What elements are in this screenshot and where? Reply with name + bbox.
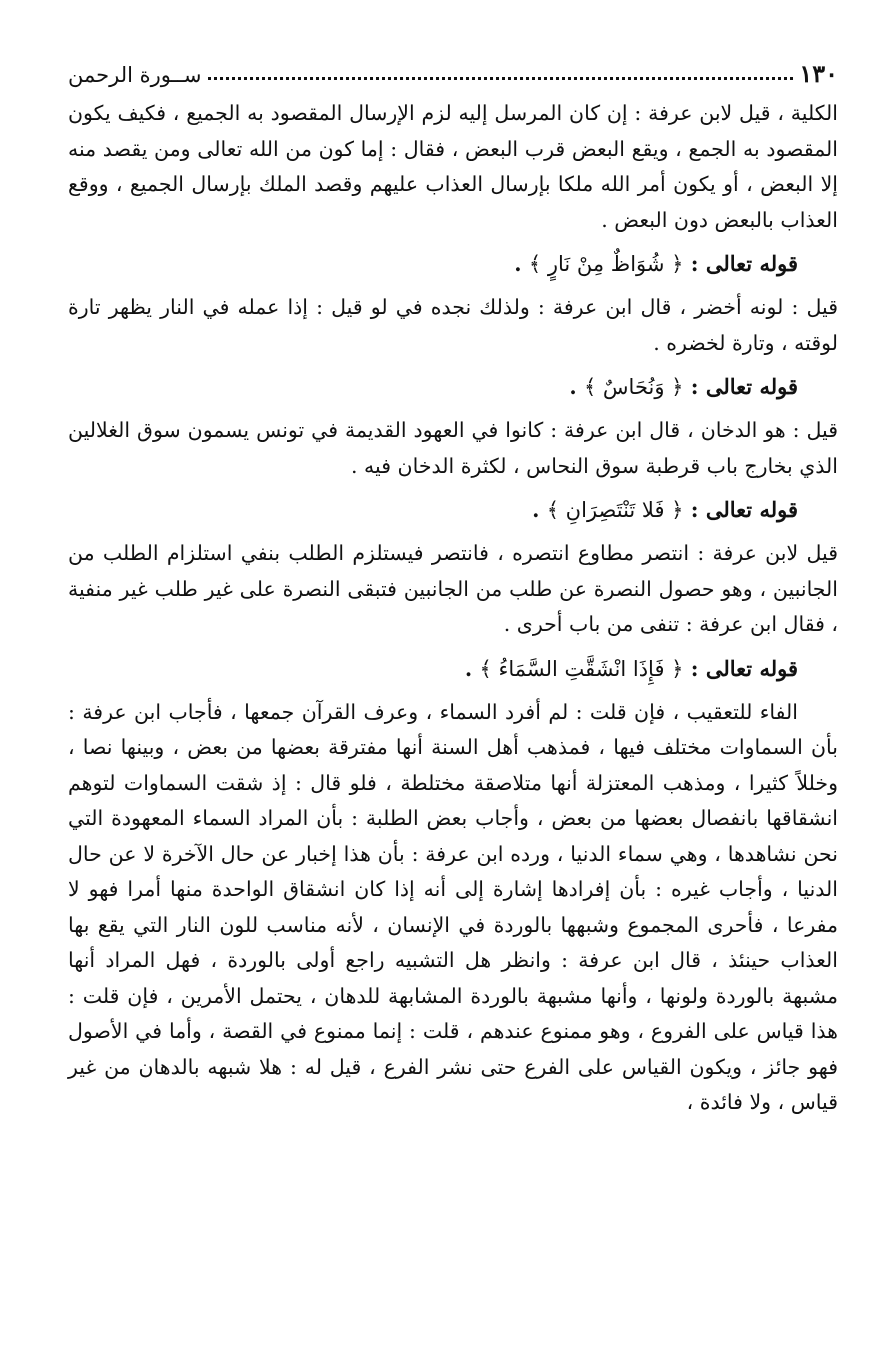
verse-lead: قوله تعالى : [690,251,798,276]
quran-quote: ﴿ شُوَاظٌ مِنْ نَارٍ ﴾ [528,252,684,276]
verse-end: . [532,497,540,522]
paragraph: قيل : هو الدخان ، قال ابن عرفة : كانوا في العهود القديمة في تونس يسمون سوق الغلالين الذي بخارج باب قرطبة سوق النحاس ، لكثرة الدخان فيه . [68,418,838,478]
quran-quote: ﴿ فَإِذَا انْشَقَّتِ السَّمَاءُ ﴾ [479,656,684,681]
verse-end: . [464,655,473,681]
quran-quote: ﴿ فَلا تَنْتَصِرَانِ ﴾ [546,498,684,522]
book-page [68,56,838,1129]
verse-lead: قوله تعالى : [690,497,798,522]
paragraph: الفاء للتعقيب ، فإن قلت : لم أفرد السماء ، وعرف القرآن جمعها ، فأجاب ابن عرفة : بأن السماوات مختلف فيها ، فمذهب أهل السنة أنها مفترقة بعضها من بعض ، وبينها نصا ، وخللاً كثيرا ، ومذهب المعتزلة أنها متلاصقة مختلطة ، فلو قال : إذ شقت السماوات لتوهم انشقاقها بانفصال بعضها من بعض ، وأجاب بعض الطلبة : بأن المراد السماء المعهودة التي نحن نشاهدها ، وهي سماء الدنيا ، ورده ابن عرفة : بأن هذا إخبار عن حال الآخرة لا عن حال الدنيا ، وأجاب غيره : بأن إفرادها إشارة إلى أنه إذا كان انشقاق الواحدة منها أمرا فهو لا مفرعا ، فأحرى المجموع وشبهها بالوردة في الإنسان ، لأنه مناسب للون النار التي يقع بها العذاب حينئذ ، قال ابن عرفة : وانظر هل التشبيه راجع أولى بالوردة ، فهل المراد أنها مشبهة بالوردة ولونها ، وأنها مشبهة بالوردة المشابهة للدهان ، يحتمل الأمرين ، فإن قلت : هذا قياس على الفروع ، وهو ممنوع عندهم ، قلت : إنما ممنوع في القصة ، وأما في الأصول فهو جائز ، ويكون القياس على الفرع حتى نشر الفرع ، قيل له : هلا شبهه بالدهان من غير قياس ، ولا فائدة ، [68,699,839,1114]
paragraph: الكلية ، قيل لابن عرفة : إن كان المرسل إليه لزم الإرسال المقصود به الجميع ، فكيف يكون المقصود به الجمع ، ويقع البعض قرب البعض ، فقال : إما كون من الله تعالى ومن يقصد منه إلا البعض ، أو يكون أمر الله ملكا بإرسال العذاب عليهم وقصد الملك بإرسال الجميع ، ووقع العذاب بالبعض دون البعض . [68,101,838,232]
verse-lead: قوله تعالى : [690,655,798,681]
verse-lead: قوله تعالى : [690,374,798,399]
verse-end: . [514,251,522,276]
quran-quote: ﴿ وَنُحَاسٌ ﴾ [583,375,684,399]
verse-line [68,651,838,687]
verse-end: . [569,374,577,399]
header-dot-leader [208,77,794,80]
surah-title: ســورة الرحمن [68,63,202,87]
page-number: ١٣٠ [799,59,838,88]
paragraph: قيل : لونه أخضر ، قال ابن عرفة : ولذلك نجده في لو قيل : إذا عمله في النار يظهر تارة لوقته ، وتارة لخضره . [68,295,838,355]
verse-line [68,492,838,528]
page-header [68,56,838,86]
verse-line [68,369,838,405]
paragraph: قيل لابن عرفة : انتصر مطاوع انتصره ، فانتصر فيستلزم الطلب بنفي استلزام الطلب من الجانبين ، وهو حصول النصرة عن طلب من الجانبين فتبقى النصرة على غير طلب غير منفية ، فقال ابن عرفة : تنفى من باب أحرى . [68,541,838,636]
verse-line [68,246,838,282]
